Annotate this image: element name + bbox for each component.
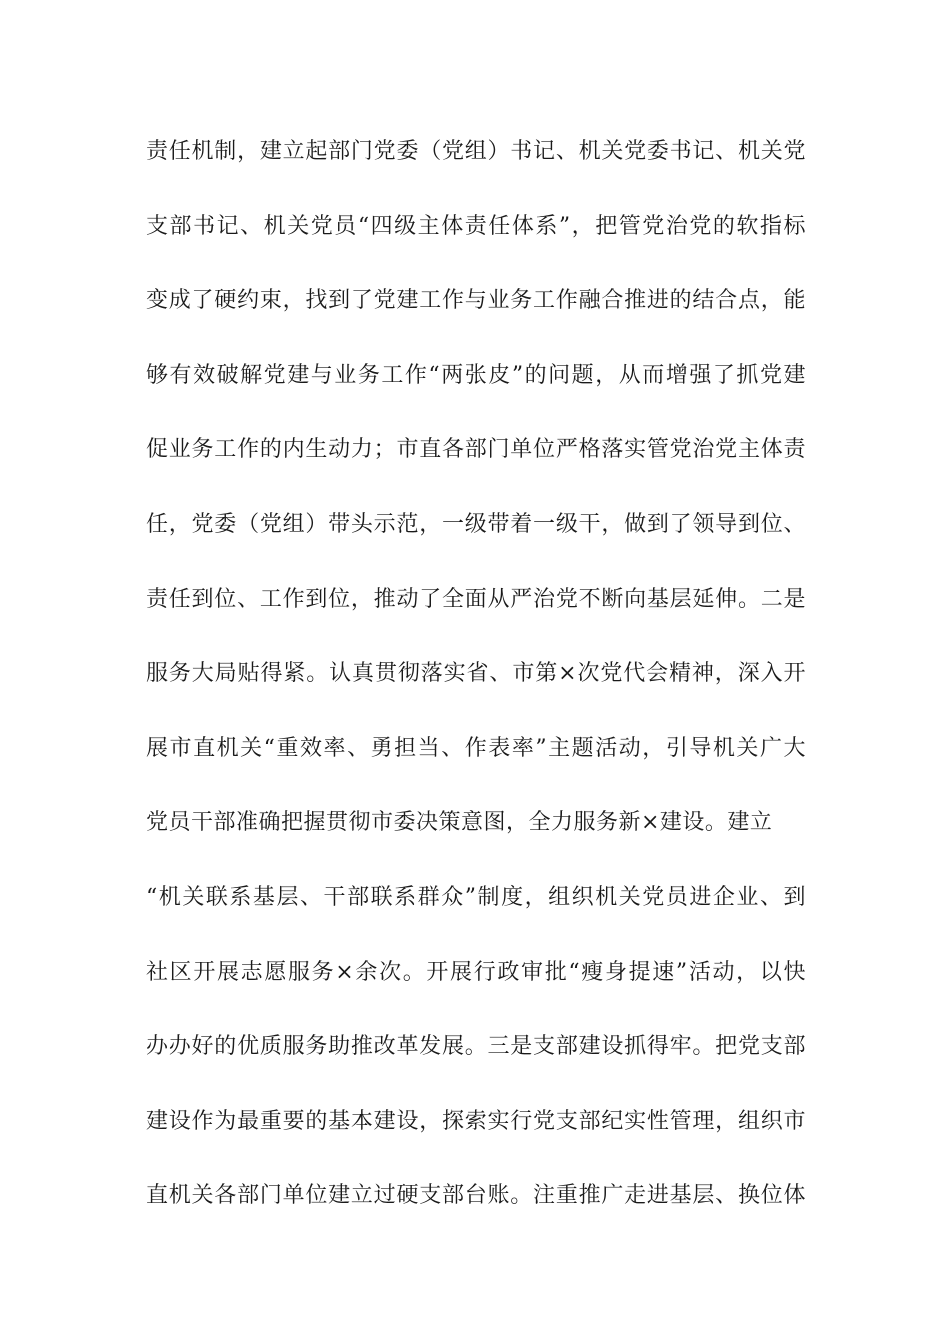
text-line: 够有效破解党建与业务工作“两张皮”的问题，从而增强了抓党建 bbox=[146, 362, 806, 388]
text-line: 直机关各部门单位建立过硬支部台账。注重推广走进基层、换位体 bbox=[146, 1183, 806, 1209]
text-line: 办办好的优质服务助推改革发展。三是支部建设抓得牢。把党支部 bbox=[146, 1034, 806, 1060]
text-line: 支部书记、机关党员“四级主体责任体系”，把管党治党的软指标 bbox=[146, 213, 806, 239]
text-line: 变成了硬约束，找到了党建工作与业务工作融合推进的结合点，能 bbox=[146, 288, 806, 314]
text-line: 责任机制，建立起部门党委（党组）书记、机关党委书记、机关党 bbox=[146, 139, 806, 164]
text-line: 促业务工作的内生动力；市直各部门单位严格落实管党治党主体责 bbox=[146, 437, 806, 463]
text-line: “机关联系基层、干部联系群众”制度，组织机关党员进企业、到 bbox=[146, 884, 806, 910]
text-line: 党员干部准确把握贯彻市委决策意图，全力服务新×建设。建立 bbox=[146, 810, 773, 836]
body-text bbox=[146, 128, 806, 1247]
text-line: 服务大局贴得紧。认真贯彻落实省、市第×次党代会精神，深入开 bbox=[146, 661, 806, 687]
text-line: 展市直机关“重效率、勇担当、作表率”主题活动，引导机关广大 bbox=[146, 735, 806, 761]
text-line: 社区开展志愿服务×余次。开展行政审批“瘦身提速”活动，以快 bbox=[146, 959, 806, 985]
text-line: 建设作为最重要的基本建设，探索实行党支部纪实性管理，组织市 bbox=[146, 1108, 806, 1134]
text-line: 任，党委（党组）带头示范，一级带着一级干，做到了领导到位、 bbox=[146, 511, 806, 537]
text-line: 责任到位、工作到位，推动了全面从严治党不断向基层延伸。二是 bbox=[146, 586, 806, 612]
